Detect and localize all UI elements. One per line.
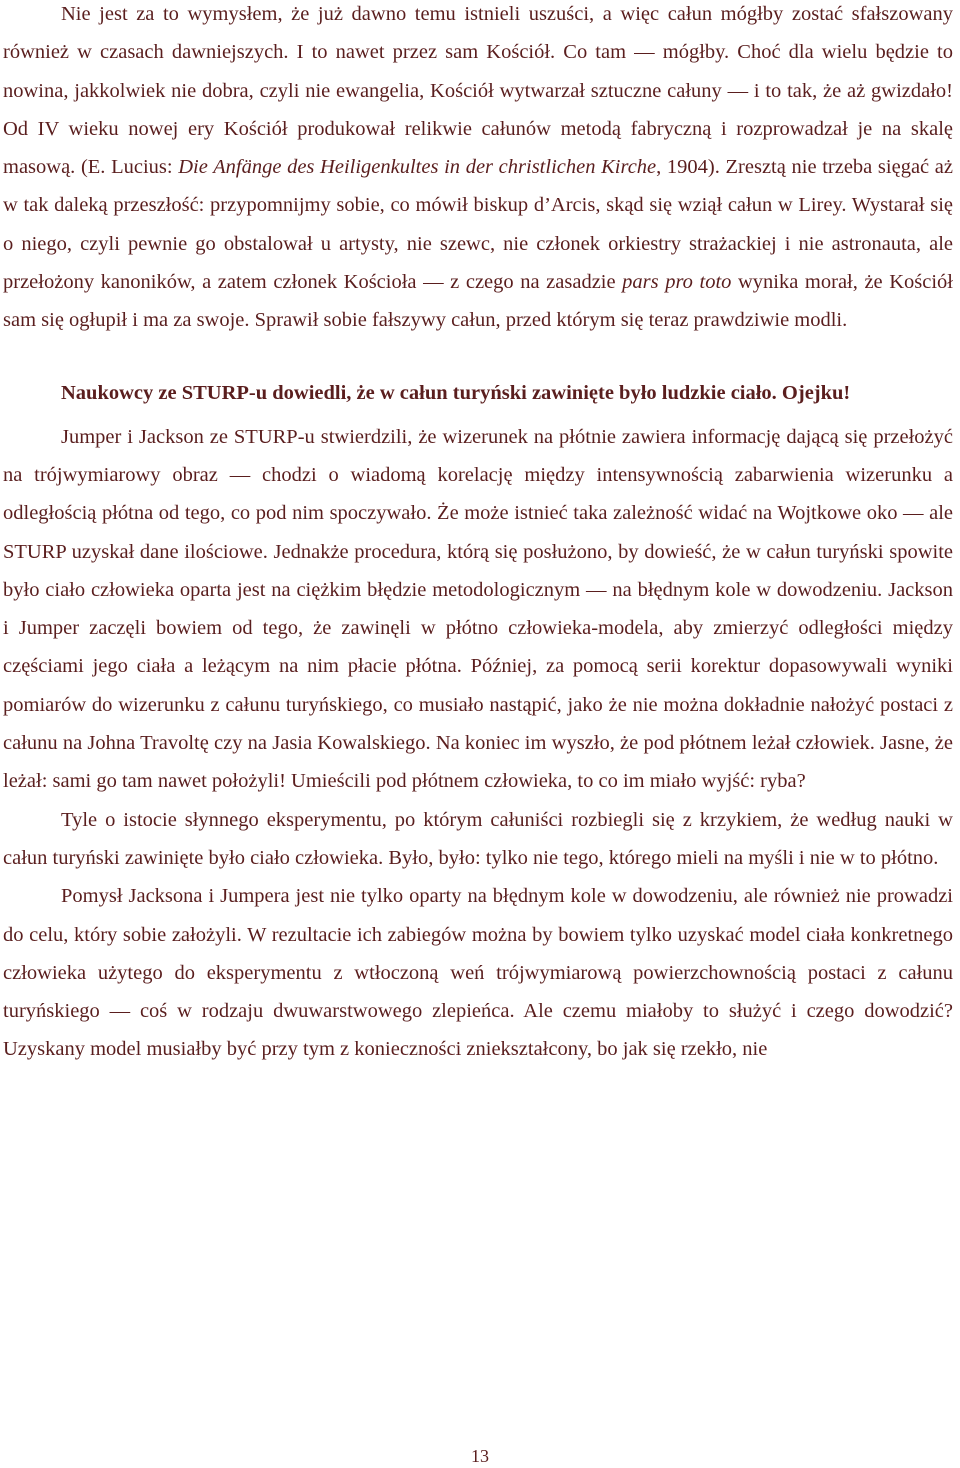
paragraph-sturp: Jumper i Jackson ze STURP-u stwierdzili, że wizerunek na płótnie zawiera informację dającą się przełożyć na trójwymiarowy obraz — chodzi o wiadomą korelację między intensywnością zabarwienia wizerunku a odległością płótna od tego, co pod nim spoczywało. Że może istnieć taka zależność widać na Wojtkowe oko — ale STURP uzyskał dane ilościowe. Jednakże procedura, którą się posłużono, by dowieść, że w całun turyński spowite było ciało człowieka oparta jest na ciężkim błędzie metodologicznym — na błędnym kole w dowodzeniu. Jackson i Jumper zaczęli bowiem od tego, że zawinęli w płótno człowieka-modela, aby zmierzyć odległości między częściami jego ciała a leżącym na nim płacie płótna. Później, za pomocą serii korektur dopasowywali wyniki pomiarów do wizerunku z całunu turyńskiego, co musiało nastąpić, jako że nie można dokładnie nałożyć postaci z całunu na Johna Travoltę czy na Jasia Kowalskiego. Na koniec im wyszło, że pod płótnem leżał człowiek. Jasne, że leżał: sami go tam nawet położyli! Umieścili pod płótnem człowieka, to co im miało wyjść: ryba? bbox=[3, 425, 953, 793]
section-heading: Naukowcy ze STURP-u dowiedli, że w całun turyński zawinięte było ludzkie ciało. Ojejku! bbox=[61, 381, 851, 404]
paragraph-intro-part3: wynika morał, że Kościół sam się ogłupił i ma za swoje. Sprawił sobie fałszywy całun, przed którym się teraz prawdziwie modli. bbox=[3, 271, 953, 332]
page-number: 13 bbox=[471, 1446, 489, 1466]
section-heading-block bbox=[3, 374, 953, 412]
citation-title: Die Anfänge des Heiligenkultes in der christlichen Kirche bbox=[178, 156, 657, 179]
latin-phrase: pars pro toto bbox=[622, 271, 732, 294]
paragraph-intro bbox=[3, 0, 953, 340]
paragraph-experiment: Tyle o istocie słynnego eksperymentu, po którym całuniści rozbiegli się z krzykiem, że według nauki w całun turyński zawinięte było ciało człowieka. Było, było: tylko nie tego, którego mieli na myśli i nie w to płótno. bbox=[3, 808, 953, 869]
body-text bbox=[3, 0, 953, 1069]
paragraph-critique: Pomysł Jacksona i Jumpera jest nie tylko oparty na błędnym kole w dowodzeniu, ale również nie prowadzi do celu, który sobie założyli. W rezultacie ich zabiegów można by bowiem tylko uzyskać model ciała konkretnego człowieka użytego do eksperymentu z wtłoczoną weń trójwymiarową powierzchownością postaci z całunu turyńskiego — coś w rodzaju dwuwarstwowego zlepieńca. Ale czemu miałoby to służyć i czego dowodzić? Uzyskany model musiałby być przy tym z konieczności zniekształcony, bo jak się rzekło, nie bbox=[3, 885, 953, 1061]
paragraph-intro-part1: Nie jest za to wymysłem, że już dawno temu istnieli uszuści, a więc całun mógłby zostać sfałszowany również w czasach dawniejszych. I to nawet przez sam Kościół. Co tam — mógłby. Choć dla wielu będzie to nowina, jakkolwiek nie dobra, czyli nie ewangelia, Kościół wytwarzał sztuczne całuny — i to tak, że aż gwizdało! Od IV wieku nowej ery Kościół produkował relikwie całunów metodą fabryczną i rozprowadzał je na skalę masową. (E. Lucius: bbox=[3, 3, 953, 179]
paragraph-intro-part2: , 1904). Zresztą nie trzeba sięgać aż w tak daleką przeszłość: przypomnijmy sobie, co mówił biskup d’Arcis, skąd się wziął całun w Lirey. Wystarał się o niego, czyli pewnie go obstalował u artysty, nie szewc, nie członek orkiestry strażackiej i nie astronauta, ale przełożony kanoników, a zatem członek Kościoła — z czego na zasadzie bbox=[3, 156, 953, 294]
